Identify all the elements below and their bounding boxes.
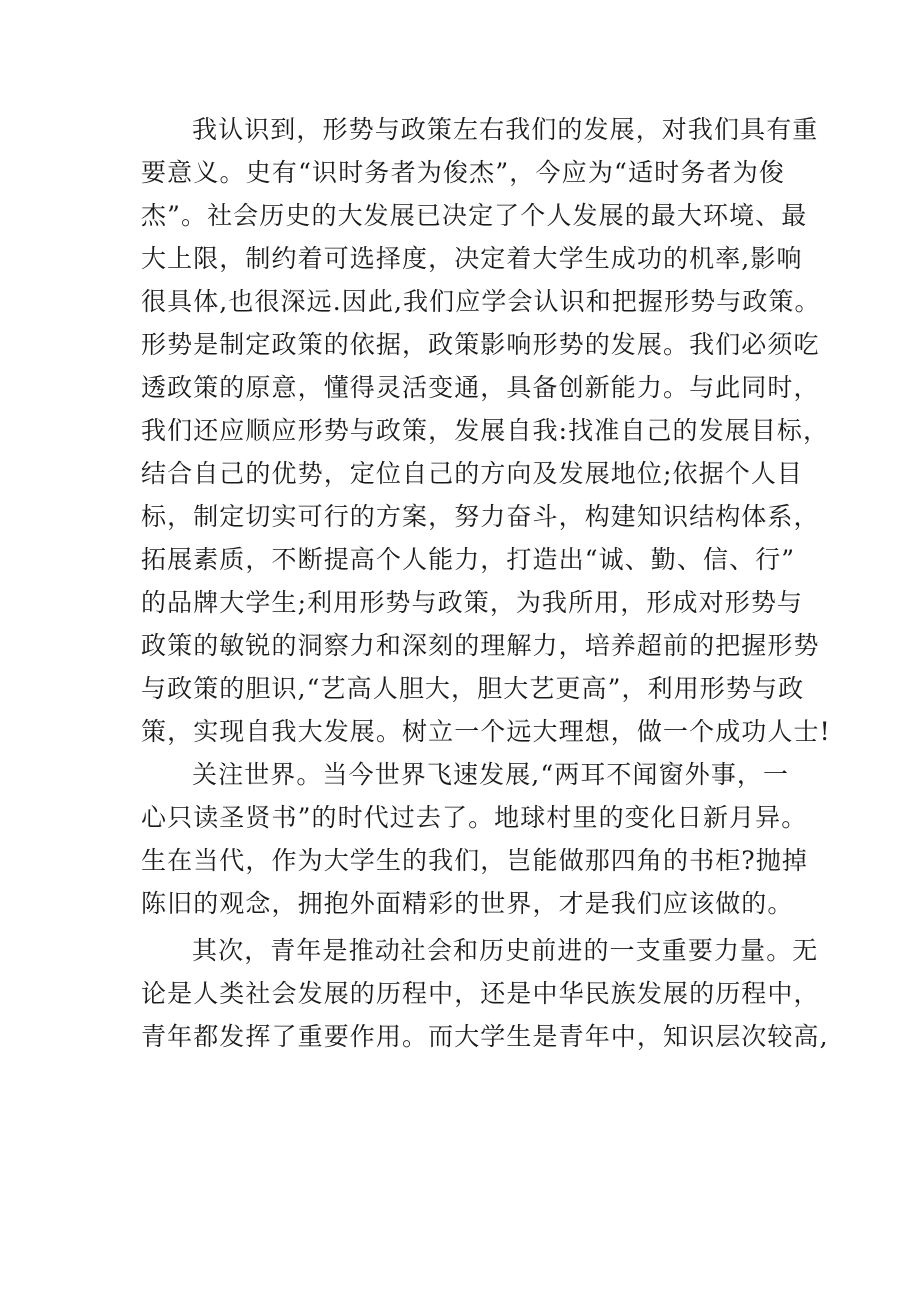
text-line: 陈旧的观念，拥抱外面精彩的世界，才是我们应该做的。: [141, 889, 794, 918]
text-line: 拓展素质，不断提高个人能力，打造出“诚、勤、信、行”: [141, 545, 796, 574]
text-line: 政策的敏锐的洞察力和深刻的理解力，培养超前的把握形势: [141, 631, 820, 660]
text-line: 关注世界。当今世界飞速发展,“两耳不闻窗外事，一: [192, 760, 790, 789]
text-line: 标，制定切实可行的方案，努力奋斗，构建知识结构体系，: [141, 502, 820, 531]
text-line: 很具体,也很深远.因此,我们应学会认识和把握形势与政策。: [141, 287, 821, 316]
text-line: 策，实现自我大发展。树立一个远大理想，做一个成功人士!: [141, 717, 831, 746]
text-line: 结合自己的优势，定位自己的方向及发展地位;依据个人目: [141, 459, 804, 488]
text-line: 要意义。史有“识时务者为俊杰”，今应为“适时务者为俊: [141, 158, 785, 187]
text-line: 论是人类社会发展的历程中，还是中华民族发展的历程中，: [141, 979, 820, 1008]
text-line: 形势是制定政策的依据，政策影响形势的发展。我们必须吃: [141, 330, 820, 359]
paragraph: [141, 108, 831, 753]
text-line: 生在当代，作为大学生的我们，岂能做那四角的书柜?抛掉: [141, 846, 809, 875]
paragraph: [141, 929, 829, 1058]
text-line: 青年都发挥了重要作用。而大学生是青年中，知识层次较高,: [141, 1022, 829, 1051]
text-line: 我们还应顺应形势与政策，发展自我:找准自己的发展目标，: [141, 416, 830, 445]
text-line: 我认识到，形势与政策左右我们的发展，对我们具有重: [192, 115, 819, 144]
text-line: 心只读圣贤书”的时代过去了。地球村里的变化日新月异。: [141, 803, 808, 832]
text-line: 与政策的胆识,“艺高人胆大，胆大艺更高”，利用形势与政: [141, 674, 805, 703]
paragraph: [141, 753, 809, 925]
body-text: [141, 108, 831, 1058]
text-line: 大上限，制约着可选择度，决定着大学生成功的机率,影响: [141, 244, 803, 273]
text-line: 杰”。社会历史的大发展已决定了个人发展的最大环境、最: [141, 201, 808, 230]
text-line: 其次，青年是推动社会和历史前进的一支重要力量。无: [192, 936, 819, 965]
text-line: 透政策的原意，懂得灵活变通，具备创新能力。与此同时，: [141, 373, 820, 402]
text-line: 的品牌大学生;利用形势与政策，为我所用，形成对形势与: [141, 588, 804, 617]
